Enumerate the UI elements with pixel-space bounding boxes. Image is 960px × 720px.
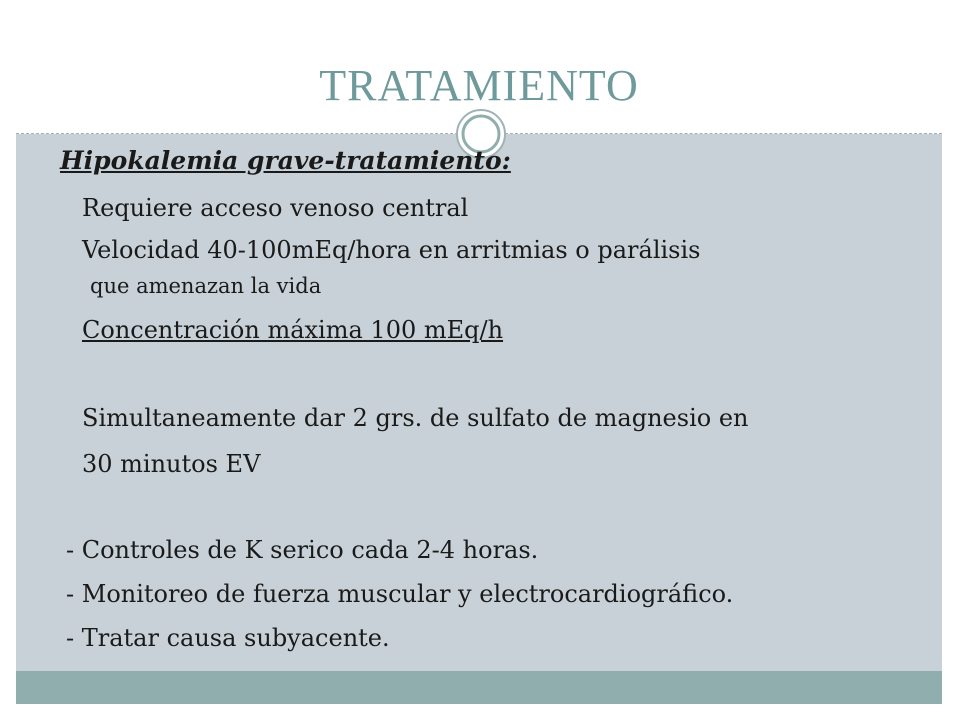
text-line: que amenazan la vida xyxy=(90,274,322,298)
bullet-item: - Tratar causa subyacente. xyxy=(66,624,390,652)
section-heading: Hipokalemia grave-tratamiento: xyxy=(60,146,511,175)
text-line: Requiere acceso venoso central xyxy=(82,194,469,222)
bullet-item: - Monitoreo de fuerza muscular y electrocardiográfico. xyxy=(66,580,734,608)
text-line: 30 minutos EV xyxy=(82,450,261,478)
text-line: Concentración máxima 100 mEq/h xyxy=(82,316,504,344)
slide-title: TRATAMIENTO xyxy=(319,61,639,110)
text-line: Velocidad 40-100mEq/hora en arritmias o parálisis xyxy=(82,236,701,264)
text-line: Simultaneamente dar 2 grs. de sulfato de magnesio en xyxy=(82,404,749,432)
bullet-item: - Controles de K serico cada 2-4 horas. xyxy=(66,536,539,564)
